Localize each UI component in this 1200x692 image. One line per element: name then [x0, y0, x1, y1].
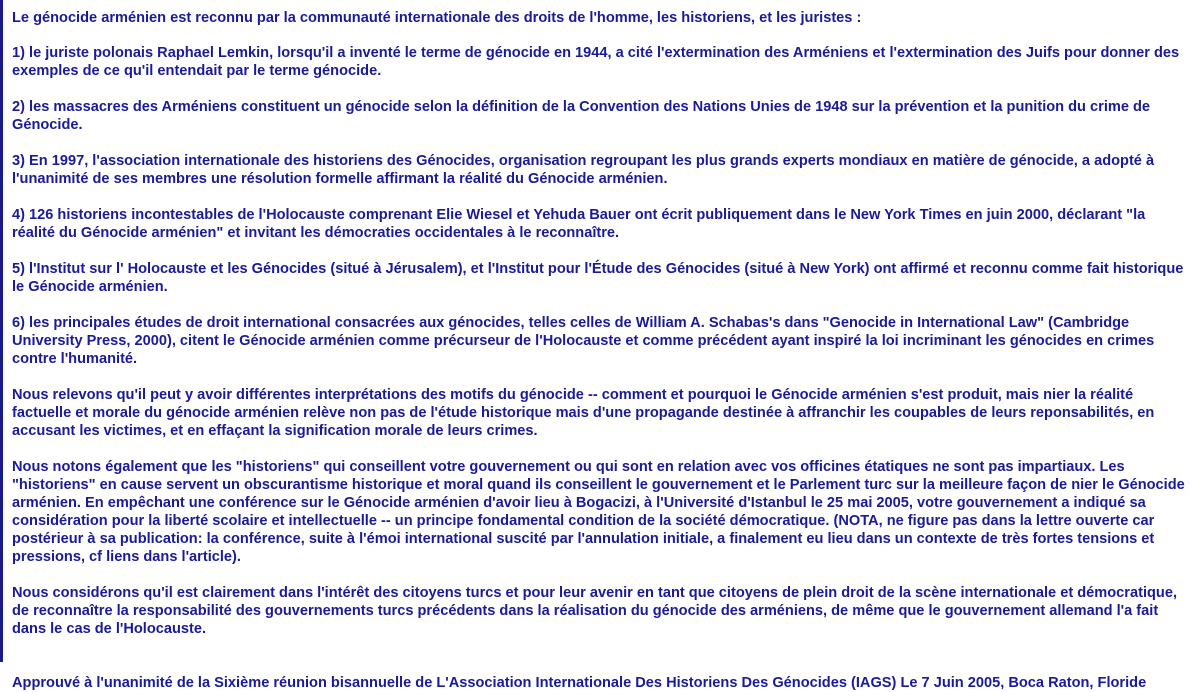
point-6: 6) les principales études de droit international consacrées aux génocides, telles celles de William A. Schabas's dans "Genocide in International Law" (Cambridge University Press, 2000), citent le Génocide arménien comme précurseur de l'Holocauste et comme précédent ayant inspiré la loi incriminant les génocides en crimes contre l'humanité. — [12, 315, 1155, 367]
left-border-rule — [0, 0, 3, 662]
paragraph-notons: Nous notons également que les "historiens" qui conseillent votre gouvernement ou qui sont en relation avec vos officines étatiques ne sont pas impartiaux. Les "historiens" en cause servent un obscurantisme historique et moral quand ils conseillent le gouvernement et le Parlement turc sur la meilleure façon de nier le Génocide arménien. En empêchant une conférence sur le Génocide arménien d'avoir lieu à Bogacizi, à l'Université d'Istanbul le 25 mai 2005, votre gouvernement a indiqué sa considération pour la liberté scolaire et intellectuelle -- un principe fondamental condition de la société démocratique. (NOTA, ne figure pas dans la lettre ouverte car postérieur à sa publication: la conférence, suite à l'émoi international suscité par l'annulation initiale, a finalement eu lieu dans un contexte de très fortes tensions et pressions, cf liens dans l'article). — [12, 459, 1185, 565]
point-2: 2) les massacres des Arméniens constituent un génocide selon la définition de la Convention des Nations Unies de 1948 sur la prévention et la punition du crime de Génocide. — [12, 99, 1151, 133]
point-4: 4) 126 historiens incontestables de l'Holocauste comprenant Elie Wiesel et Yehuda Bauer ont écrit publiquement dans le New York Times en juin 2000, déclarant "la réalité du Génocide arménien" et invitant les démocraties occidentales à le reconnaître. — [12, 207, 1146, 241]
point-3: 3) En 1997, l'association internationale des historiens des Génocides, organisation regroupant les plus grands experts mondiaux en matière de génocide, a adopté à l'unanimité de ses membres une résolution formelle affirmant la réalité du Génocide arménien. — [12, 153, 1155, 187]
document-body — [12, 9, 1192, 692]
intro-paragraph: Le génocide arménien est reconnu par la communauté internationale des droits de l'homme, les historiens, et les juristes : — [12, 10, 862, 26]
paragraph-relevons: Nous relevons qu'il peut y avoir différentes interprétations des motifs du génocide -- comment et pourquoi le Génocide arménien s'est produit, mais nier la réalité factuelle et morale du génocide arménien relève non pas de l'étude historique mais d'une propagande destinée à affranchir les coupables de leurs reponsabilités, en accusant les victimes, et en effaçant la signification morale de leurs crimes. — [12, 387, 1155, 439]
paragraph-considerons: Nous considérons qu'il est clairement dans l'intérêt des citoyens turcs et pour leur avenir en tant que citoyens de plein droit de la scène internationale et démocratique, de reconnaître la responsabilité des gouvernements turcs précédents dans la réalisation du génocide des arméniens, de même que le gouvernement allemand l'a fait dans le cas de l'Holocauste. — [12, 585, 1178, 637]
point-5: 5) l'Institut sur l' Holocauste et les Génocides (situé à Jérusalem), et l'Institut pour l'Étude des Génocides (situé à New York) ont affirmé et reconnu comme fait historique le Génocide arménien. — [12, 261, 1184, 295]
signature-line: Approuvé à l'unanimité de la Sixième réunion bisannuelle de L'Association Internationale Des Historiens Des Génocides (IAGS) Le 7 Juin 2005, Boca Raton, Floride — [12, 675, 1147, 691]
point-1: 1) le juriste polonais Raphael Lemkin, lorsqu'il a inventé le terme de génocide en 1944, a cité l'extermination des Arméniens et l'extermination des Juifs pour donner des exemples de ce qu'il entendait par le terme génocide. — [12, 45, 1180, 79]
